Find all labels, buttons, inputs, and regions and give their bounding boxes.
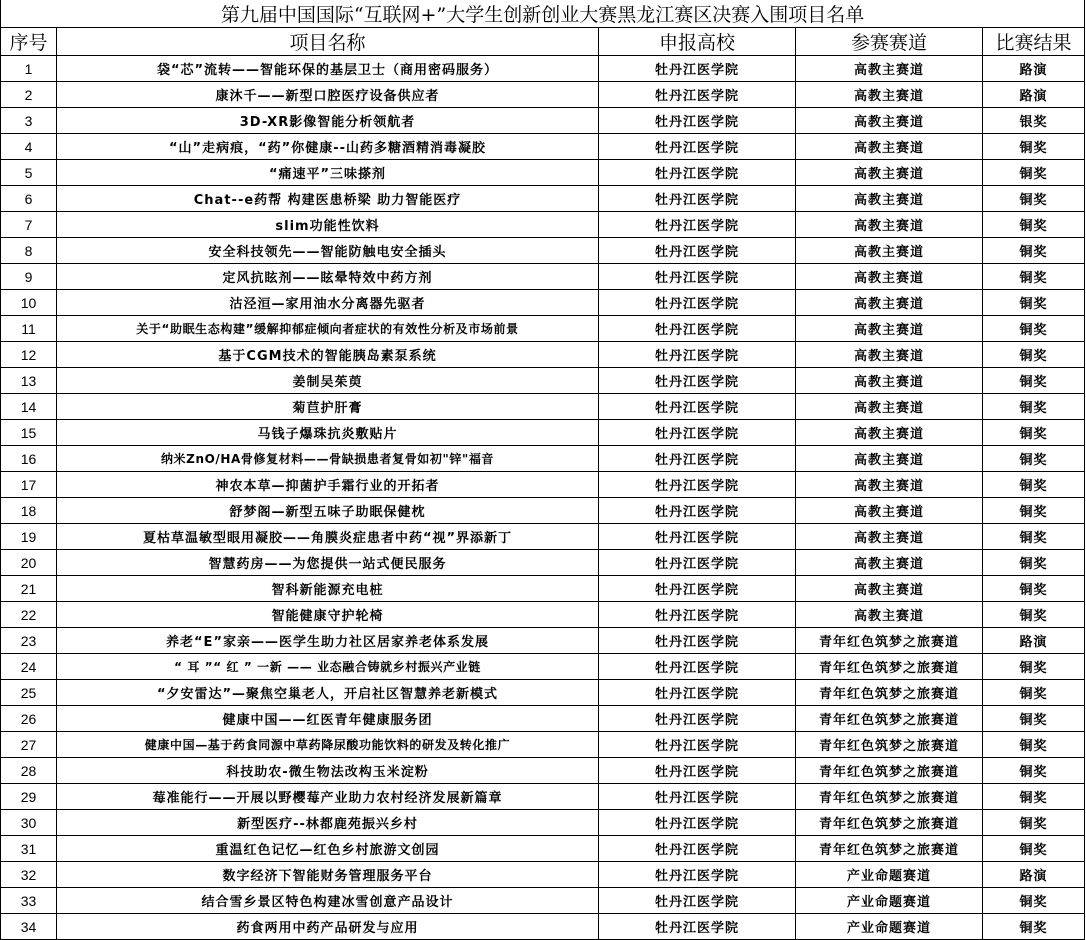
cell-result[interactable]: 铜奖 bbox=[983, 472, 1085, 498]
cell-project-name[interactable]: 袋“芯”流转——智能环保的基层卫士（商用密码服务） bbox=[57, 56, 599, 82]
cell-track[interactable]: 青年红色筑梦之旅赛道 bbox=[796, 654, 983, 680]
cell-index[interactable]: 13 bbox=[1, 368, 57, 394]
table-row[interactable] bbox=[1, 862, 1085, 888]
cell-project-name[interactable]: slim功能性饮料 bbox=[57, 212, 599, 238]
cell-school[interactable]: 牡丹江医学院 bbox=[599, 472, 796, 498]
cell-index[interactable]: 27 bbox=[1, 732, 57, 758]
cell-project-name[interactable]: 重温红色记忆—红色乡村旅游文创园 bbox=[57, 836, 599, 862]
cell-track[interactable]: 高教主赛道 bbox=[796, 498, 983, 524]
cell-school[interactable]: 牡丹江医学院 bbox=[599, 654, 796, 680]
cell-school[interactable]: 牡丹江医学院 bbox=[599, 680, 796, 706]
cell-result[interactable]: 路演 bbox=[983, 862, 1085, 888]
cell-index[interactable]: 6 bbox=[1, 186, 57, 212]
cell-result[interactable]: 铜奖 bbox=[983, 342, 1085, 368]
table-row[interactable] bbox=[1, 420, 1085, 446]
cell-track[interactable]: 高教主赛道 bbox=[796, 576, 983, 602]
table-row[interactable] bbox=[1, 342, 1085, 368]
cell-index[interactable]: 17 bbox=[1, 472, 57, 498]
table-row[interactable] bbox=[1, 810, 1085, 836]
table-row[interactable] bbox=[1, 836, 1085, 862]
table-row[interactable] bbox=[1, 654, 1085, 680]
table-row[interactable] bbox=[1, 134, 1085, 160]
cell-result[interactable]: 铜奖 bbox=[983, 602, 1085, 628]
cell-track[interactable]: 高教主赛道 bbox=[796, 472, 983, 498]
cell-track[interactable]: 产业命题赛道 bbox=[796, 862, 983, 888]
cell-result[interactable]: 路演 bbox=[983, 628, 1085, 654]
cell-track[interactable]: 高教主赛道 bbox=[796, 82, 983, 108]
cell-index[interactable]: 4 bbox=[1, 134, 57, 160]
cell-index[interactable]: 31 bbox=[1, 836, 57, 862]
cell-project-name[interactable]: 夏枯草温敏型眼用凝胶——角膜炎症患者中药“视”界添新丁 bbox=[57, 524, 599, 550]
cell-index[interactable]: 12 bbox=[1, 342, 57, 368]
table-row[interactable] bbox=[1, 472, 1085, 498]
header-school[interactable]: 申报高校 bbox=[599, 28, 796, 56]
cell-result[interactable]: 铜奖 bbox=[983, 498, 1085, 524]
cell-result[interactable]: 路演 bbox=[983, 56, 1085, 82]
cell-track[interactable]: 青年红色筑梦之旅赛道 bbox=[796, 758, 983, 784]
cell-index[interactable]: 9 bbox=[1, 264, 57, 290]
cell-index[interactable]: 24 bbox=[1, 654, 57, 680]
cell-school[interactable]: 牡丹江医学院 bbox=[599, 732, 796, 758]
cell-project-name[interactable]: “ 耳 ”“ 红 ” 一新 —— 业态融合铸就乡村振兴产业链 bbox=[57, 654, 599, 680]
cell-index[interactable]: 29 bbox=[1, 784, 57, 810]
table-row[interactable] bbox=[1, 446, 1085, 472]
cell-index[interactable]: 32 bbox=[1, 862, 57, 888]
cell-result[interactable]: 铜奖 bbox=[983, 264, 1085, 290]
cell-result[interactable]: 铜奖 bbox=[983, 186, 1085, 212]
cell-result[interactable]: 铜奖 bbox=[983, 706, 1085, 732]
cell-project-name[interactable]: 3D-XR影像智能分析领航者 bbox=[57, 108, 599, 134]
cell-index[interactable]: 8 bbox=[1, 238, 57, 264]
cell-project-name[interactable]: 科技助农-微生物法改构玉米淀粉 bbox=[57, 758, 599, 784]
cell-index[interactable]: 21 bbox=[1, 576, 57, 602]
cell-project-name[interactable]: 安全科技领先——智能防触电安全插头 bbox=[57, 238, 599, 264]
table-row[interactable] bbox=[1, 784, 1085, 810]
table-row[interactable] bbox=[1, 108, 1085, 134]
cell-index[interactable]: 3 bbox=[1, 108, 57, 134]
cell-result[interactable]: 铜奖 bbox=[983, 732, 1085, 758]
cell-track[interactable]: 高教主赛道 bbox=[796, 160, 983, 186]
header-index[interactable]: 序号 bbox=[1, 28, 57, 56]
cell-project-name[interactable]: 纳米ZnO/HA骨修复材料——骨缺损患者复骨如初"锌"福音 bbox=[57, 446, 599, 472]
cell-index[interactable]: 20 bbox=[1, 550, 57, 576]
cell-school[interactable]: 牡丹江医学院 bbox=[599, 290, 796, 316]
cell-result[interactable]: 铜奖 bbox=[983, 238, 1085, 264]
cell-school[interactable]: 牡丹江医学院 bbox=[599, 134, 796, 160]
cell-project-name[interactable]: 舒梦阁—新型五味子助眠保健枕 bbox=[57, 498, 599, 524]
cell-index[interactable]: 23 bbox=[1, 628, 57, 654]
cell-result[interactable]: 铜奖 bbox=[983, 888, 1085, 914]
header-result[interactable]: 比赛结果 bbox=[983, 28, 1085, 56]
cell-result[interactable]: 铜奖 bbox=[983, 914, 1085, 940]
table-row[interactable] bbox=[1, 212, 1085, 238]
cell-school[interactable]: 牡丹江医学院 bbox=[599, 706, 796, 732]
cell-result[interactable]: 铜奖 bbox=[983, 368, 1085, 394]
table-row[interactable] bbox=[1, 316, 1085, 342]
cell-project-name[interactable]: “夕安雷达”—聚焦空巢老人，开启社区智慧养老新模式 bbox=[57, 680, 599, 706]
table-row[interactable] bbox=[1, 186, 1085, 212]
cell-track[interactable]: 高教主赛道 bbox=[796, 550, 983, 576]
cell-school[interactable]: 牡丹江医学院 bbox=[599, 316, 796, 342]
cell-school[interactable]: 牡丹江医学院 bbox=[599, 108, 796, 134]
cell-school[interactable]: 牡丹江医学院 bbox=[599, 550, 796, 576]
cell-track[interactable]: 青年红色筑梦之旅赛道 bbox=[796, 706, 983, 732]
cell-index[interactable]: 19 bbox=[1, 524, 57, 550]
cell-index[interactable]: 11 bbox=[1, 316, 57, 342]
cell-track[interactable]: 青年红色筑梦之旅赛道 bbox=[796, 784, 983, 810]
cell-result[interactable]: 铜奖 bbox=[983, 394, 1085, 420]
cell-index[interactable]: 30 bbox=[1, 810, 57, 836]
cell-index[interactable]: 28 bbox=[1, 758, 57, 784]
cell-school[interactable]: 牡丹江医学院 bbox=[599, 836, 796, 862]
table-row[interactable] bbox=[1, 602, 1085, 628]
cell-school[interactable]: 牡丹江医学院 bbox=[599, 498, 796, 524]
cell-project-name[interactable]: 智慧药房——为您提供一站式便民服务 bbox=[57, 550, 599, 576]
cell-school[interactable]: 牡丹江医学院 bbox=[599, 56, 796, 82]
table-row[interactable] bbox=[1, 290, 1085, 316]
sheet-title: 第九届中国国际“互联网+”大学生创新创业大赛黑龙江赛区决赛入围项目名单 bbox=[1, 0, 1085, 28]
cell-school[interactable]: 牡丹江医学院 bbox=[599, 914, 796, 940]
cell-index[interactable]: 18 bbox=[1, 498, 57, 524]
table-row[interactable] bbox=[1, 238, 1085, 264]
table-row[interactable] bbox=[1, 680, 1085, 706]
cell-school[interactable]: 牡丹江医学院 bbox=[599, 888, 796, 914]
cell-project-name[interactable]: 结合雪乡景区特色构建冰雪创意产品设计 bbox=[57, 888, 599, 914]
cell-result[interactable]: 铜奖 bbox=[983, 654, 1085, 680]
cell-track[interactable]: 高教主赛道 bbox=[796, 524, 983, 550]
cell-index[interactable]: 22 bbox=[1, 602, 57, 628]
cell-school[interactable]: 牡丹江医学院 bbox=[599, 784, 796, 810]
cell-track[interactable]: 高教主赛道 bbox=[796, 108, 983, 134]
cell-track[interactable]: 青年红色筑梦之旅赛道 bbox=[796, 810, 983, 836]
cell-school[interactable]: 牡丹江医学院 bbox=[599, 342, 796, 368]
cell-track[interactable]: 高教主赛道 bbox=[796, 446, 983, 472]
cell-project-name[interactable]: 新型医疗--林都鹿苑振兴乡村 bbox=[57, 810, 599, 836]
table-body bbox=[1, 56, 1085, 940]
cell-index[interactable]: 33 bbox=[1, 888, 57, 914]
cell-school[interactable]: 牡丹江医学院 bbox=[599, 238, 796, 264]
cell-school[interactable]: 牡丹江医学院 bbox=[599, 186, 796, 212]
cell-project-name[interactable]: 基于CGM技术的智能胰岛素泵系统 bbox=[57, 342, 599, 368]
cell-index[interactable]: 5 bbox=[1, 160, 57, 186]
table-row[interactable] bbox=[1, 56, 1085, 82]
cell-track[interactable]: 高教主赛道 bbox=[796, 186, 983, 212]
cell-school[interactable]: 牡丹江医学院 bbox=[599, 810, 796, 836]
header-track[interactable]: 参赛赛道 bbox=[796, 28, 983, 56]
cell-project-name[interactable]: Chat--e药帮 构建医患桥梁 助力智能医疗 bbox=[57, 186, 599, 212]
cell-project-name[interactable]: 姜制吴茱萸 bbox=[57, 368, 599, 394]
cell-track[interactable]: 高教主赛道 bbox=[796, 316, 983, 342]
cell-result[interactable]: 银奖 bbox=[983, 108, 1085, 134]
cell-track[interactable]: 产业命题赛道 bbox=[796, 888, 983, 914]
table-row[interactable] bbox=[1, 264, 1085, 290]
cell-index[interactable]: 1 bbox=[1, 56, 57, 82]
cell-track[interactable]: 高教主赛道 bbox=[796, 342, 983, 368]
cell-result[interactable]: 铜奖 bbox=[983, 836, 1085, 862]
cell-index[interactable]: 25 bbox=[1, 680, 57, 706]
table-row[interactable] bbox=[1, 160, 1085, 186]
cell-track[interactable]: 高教主赛道 bbox=[796, 238, 983, 264]
cell-school[interactable]: 牡丹江医学院 bbox=[599, 394, 796, 420]
cell-result[interactable]: 铜奖 bbox=[983, 810, 1085, 836]
cell-school[interactable]: 牡丹江医学院 bbox=[599, 420, 796, 446]
cell-result[interactable]: 铜奖 bbox=[983, 134, 1085, 160]
cell-project-name[interactable]: 智能健康守护轮椅 bbox=[57, 602, 599, 628]
cell-result[interactable]: 铜奖 bbox=[983, 784, 1085, 810]
cell-school[interactable]: 牡丹江医学院 bbox=[599, 576, 796, 602]
cell-result[interactable]: 铜奖 bbox=[983, 316, 1085, 342]
header-row bbox=[1, 28, 1085, 56]
cell-school[interactable]: 牡丹江医学院 bbox=[599, 628, 796, 654]
cell-track[interactable]: 高教主赛道 bbox=[796, 134, 983, 160]
cell-project-name[interactable]: 健康中国——红医青年健康服务团 bbox=[57, 706, 599, 732]
cell-school[interactable]: 牡丹江医学院 bbox=[599, 368, 796, 394]
cell-school[interactable]: 牡丹江医学院 bbox=[599, 264, 796, 290]
cell-school[interactable]: 牡丹江医学院 bbox=[599, 602, 796, 628]
title-row bbox=[1, 0, 1085, 28]
table-row[interactable] bbox=[1, 914, 1085, 940]
cell-school[interactable]: 牡丹江医学院 bbox=[599, 862, 796, 888]
cell-result[interactable]: 铜奖 bbox=[983, 420, 1085, 446]
cell-result[interactable]: 铜奖 bbox=[983, 758, 1085, 784]
cell-result[interactable]: 铜奖 bbox=[983, 550, 1085, 576]
table-row[interactable] bbox=[1, 368, 1085, 394]
cell-index[interactable]: 16 bbox=[1, 446, 57, 472]
cell-track[interactable]: 青年红色筑梦之旅赛道 bbox=[796, 680, 983, 706]
cell-result[interactable]: 铜奖 bbox=[983, 446, 1085, 472]
cell-index[interactable]: 14 bbox=[1, 394, 57, 420]
cell-project-name[interactable]: 定风抗眩剂——眩晕特效中药方剂 bbox=[57, 264, 599, 290]
cell-project-name[interactable]: 沽泾洹—家用油水分离器先驱者 bbox=[57, 290, 599, 316]
cell-project-name[interactable]: 菊苣护肝膏 bbox=[57, 394, 599, 420]
cell-school[interactable]: 牡丹江医学院 bbox=[599, 446, 796, 472]
table-row[interactable] bbox=[1, 550, 1085, 576]
cell-index[interactable]: 15 bbox=[1, 420, 57, 446]
table-row[interactable] bbox=[1, 888, 1085, 914]
cell-project-name[interactable]: 关于“助眠生态构建”缓解抑郁症倾向者症状的有效性分析及市场前景 bbox=[57, 316, 599, 342]
cell-result[interactable]: 路演 bbox=[983, 82, 1085, 108]
cell-project-name[interactable]: 养老“E”家亲——医学生助力社区居家养老体系发展 bbox=[57, 628, 599, 654]
table-row[interactable] bbox=[1, 706, 1085, 732]
cell-track[interactable]: 青年红色筑梦之旅赛道 bbox=[796, 836, 983, 862]
cell-result[interactable]: 铜奖 bbox=[983, 160, 1085, 186]
cell-project-name[interactable]: 莓准能行——开展以野樱莓产业助力农村经济发展新篇章 bbox=[57, 784, 599, 810]
table-row[interactable] bbox=[1, 498, 1085, 524]
cell-track[interactable]: 高教主赛道 bbox=[796, 602, 983, 628]
cell-track[interactable]: 高教主赛道 bbox=[796, 368, 983, 394]
cell-school[interactable]: 牡丹江医学院 bbox=[599, 212, 796, 238]
cell-index[interactable]: 10 bbox=[1, 290, 57, 316]
cell-project-name[interactable]: 药食两用中药产品研发与应用 bbox=[57, 914, 599, 940]
cell-result[interactable]: 铜奖 bbox=[983, 576, 1085, 602]
table-row[interactable] bbox=[1, 576, 1085, 602]
table-row[interactable] bbox=[1, 758, 1085, 784]
table-row[interactable] bbox=[1, 82, 1085, 108]
cell-project-name[interactable]: 智科新能源充电桩 bbox=[57, 576, 599, 602]
table-row[interactable] bbox=[1, 394, 1085, 420]
cell-school[interactable]: 牡丹江医学院 bbox=[599, 524, 796, 550]
cell-track[interactable]: 高教主赛道 bbox=[796, 394, 983, 420]
table-row[interactable] bbox=[1, 524, 1085, 550]
cell-project-name[interactable]: 马钱子爆珠抗炎敷贴片 bbox=[57, 420, 599, 446]
cell-track[interactable]: 高教主赛道 bbox=[796, 290, 983, 316]
cell-track[interactable]: 高教主赛道 bbox=[796, 264, 983, 290]
cell-index[interactable]: 7 bbox=[1, 212, 57, 238]
cell-project-name[interactable]: “痛速平”三味搽剂 bbox=[57, 160, 599, 186]
cell-project-name[interactable]: “山”走病痕，“药”你健康--山药多糖酒精消毒凝胶 bbox=[57, 134, 599, 160]
cell-project-name[interactable]: 神农本草—抑菌护手霜行业的开拓者 bbox=[57, 472, 599, 498]
header-project[interactable]: 项目名称 bbox=[57, 28, 599, 56]
cell-school[interactable]: 牡丹江医学院 bbox=[599, 82, 796, 108]
cell-result[interactable]: 铜奖 bbox=[983, 290, 1085, 316]
cell-track[interactable]: 高教主赛道 bbox=[796, 420, 983, 446]
cell-school[interactable]: 牡丹江医学院 bbox=[599, 160, 796, 186]
cell-project-name[interactable]: 健康中国—基于药食同源中草药降尿酸功能饮料的研发及转化推广 bbox=[57, 732, 599, 758]
cell-track[interactable]: 高教主赛道 bbox=[796, 212, 983, 238]
cell-result[interactable]: 铜奖 bbox=[983, 680, 1085, 706]
cell-index[interactable]: 34 bbox=[1, 914, 57, 940]
cell-project-name[interactable]: 康沐千——新型口腔医疗设备供应者 bbox=[57, 82, 599, 108]
table-row[interactable] bbox=[1, 732, 1085, 758]
cell-track[interactable]: 青年红色筑梦之旅赛道 bbox=[796, 732, 983, 758]
cell-school[interactable]: 牡丹江医学院 bbox=[599, 758, 796, 784]
cell-result[interactable]: 铜奖 bbox=[983, 212, 1085, 238]
cell-result[interactable]: 铜奖 bbox=[983, 524, 1085, 550]
table-row[interactable] bbox=[1, 628, 1085, 654]
cell-track[interactable]: 产业命题赛道 bbox=[796, 914, 983, 940]
cell-index[interactable]: 26 bbox=[1, 706, 57, 732]
cell-track[interactable]: 青年红色筑梦之旅赛道 bbox=[796, 628, 983, 654]
cell-index[interactable]: 2 bbox=[1, 82, 57, 108]
cell-track[interactable]: 高教主赛道 bbox=[796, 56, 983, 82]
cell-project-name[interactable]: 数字经济下智能财务管理服务平台 bbox=[57, 862, 599, 888]
